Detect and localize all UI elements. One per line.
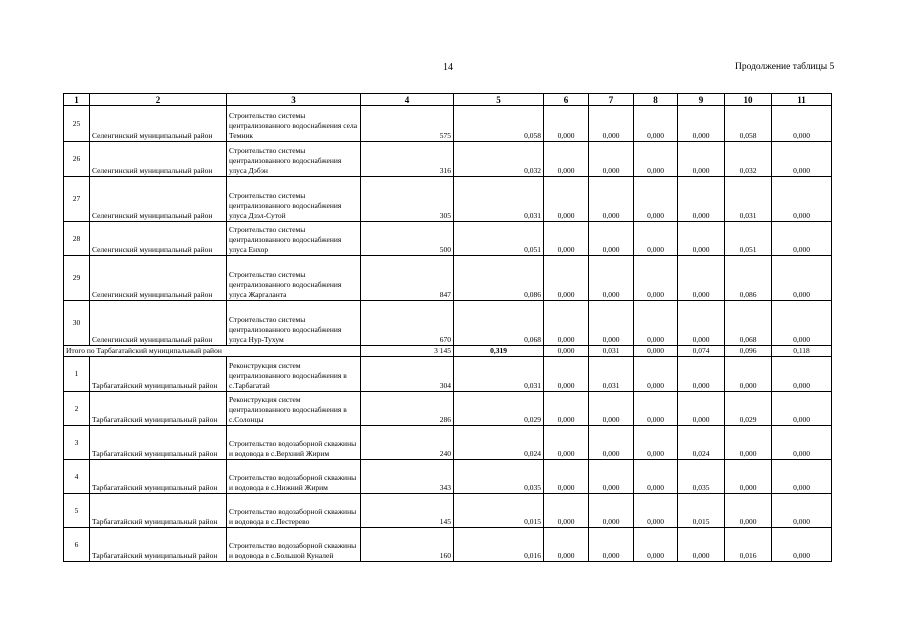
value-cell: 500 [361, 222, 454, 256]
project-cell: Строительство системы централизованного водоснабжения улуса Жаргаланта [227, 256, 361, 301]
district-cell: Тарбагатайский муниципальный район [90, 392, 227, 426]
total-value: 0,118 [772, 346, 832, 357]
value-cell: 0,000 [589, 494, 634, 528]
value-cell: 0,000 [725, 426, 772, 460]
value-cell: 0,051 [454, 222, 544, 256]
value-cell: 0,000 [544, 392, 589, 426]
value-cell: 0,016 [454, 528, 544, 562]
table-row [64, 528, 832, 562]
project-cell: Строительство системы централизованного водоснабжения села Темник [227, 106, 361, 142]
table-row [64, 301, 832, 346]
value-cell: 343 [361, 460, 454, 494]
value-cell: 316 [361, 142, 454, 177]
value-cell: 160 [361, 528, 454, 562]
value-cell: 0,031 [589, 357, 634, 392]
total-value: 0,000 [544, 346, 589, 357]
value-cell: 0,000 [589, 528, 634, 562]
value-cell: 0,051 [725, 222, 772, 256]
table-row [64, 392, 832, 426]
column-header: 7 [589, 94, 634, 106]
value-cell: 0,000 [544, 222, 589, 256]
value-cell: 0,000 [725, 460, 772, 494]
column-header: 8 [634, 94, 678, 106]
value-cell: 0,000 [772, 528, 832, 562]
value-cell: 847 [361, 256, 454, 301]
column-header: 9 [678, 94, 725, 106]
row-number: 6 [64, 528, 90, 562]
value-cell: 0,000 [678, 177, 725, 222]
column-header: 11 [772, 94, 832, 106]
value-cell: 0,000 [678, 528, 725, 562]
value-cell: 0,000 [634, 392, 678, 426]
value-cell: 0,000 [634, 142, 678, 177]
value-cell: 0,000 [589, 177, 634, 222]
value-cell: 0,016 [725, 528, 772, 562]
value-cell: 0,000 [634, 357, 678, 392]
value-cell: 0,000 [678, 392, 725, 426]
value-cell: 0,000 [772, 301, 832, 346]
value-cell: 0,000 [634, 528, 678, 562]
row-number: 1 [64, 357, 90, 392]
value-cell: 0,031 [725, 177, 772, 222]
row-number: 29 [64, 256, 90, 301]
district-cell: Селенгинский муниципальный район [90, 301, 227, 346]
project-cell: Строительство водозаборной скважины и водовода в с.Пестерево [227, 494, 361, 528]
project-cell: Строительство системы централизованного водоснабжения улуса Нур-Тухум [227, 301, 361, 346]
value-cell: 0,000 [772, 222, 832, 256]
project-cell: Строительство водозаборной скважины и водовода в с.Большой Куналей [227, 528, 361, 562]
total-value: 0,000 [634, 346, 678, 357]
value-cell: 0,000 [634, 426, 678, 460]
value-cell: 0,032 [725, 142, 772, 177]
project-cell: Строительство системы централизованного водоснабжения улуса Енхор [227, 222, 361, 256]
value-cell: 0,024 [678, 426, 725, 460]
value-cell: 0,000 [678, 357, 725, 392]
value-cell: 0,000 [678, 106, 725, 142]
row-number: 26 [64, 142, 90, 177]
value-cell: 670 [361, 301, 454, 346]
row-number: 3 [64, 426, 90, 460]
project-cell: Реконструкция систем централизованного водоснабжения в с.Тарбагатай [227, 357, 361, 392]
column-header: 5 [454, 94, 544, 106]
project-cell: Строительство водозаборной скважины и водовода в с.Нижний Жирим [227, 460, 361, 494]
value-cell: 575 [361, 106, 454, 142]
value-cell: 0,000 [634, 256, 678, 301]
project-cell: Строительство водозаборной скважины и водовода в с.Верхний Жирим [227, 426, 361, 460]
value-cell: 304 [361, 357, 454, 392]
table-row [64, 256, 832, 301]
district-cell: Тарбагатайский муниципальный район [90, 460, 227, 494]
value-cell: 286 [361, 392, 454, 426]
value-cell: 0,000 [678, 301, 725, 346]
value-cell: 0,000 [589, 426, 634, 460]
total-value: 0,031 [589, 346, 634, 357]
table-row [64, 142, 832, 177]
value-cell: 0,032 [454, 142, 544, 177]
value-cell: 0,024 [454, 426, 544, 460]
value-cell: 0,000 [634, 222, 678, 256]
table-row [64, 177, 832, 222]
value-cell: 0,000 [678, 222, 725, 256]
value-cell: 0,000 [544, 177, 589, 222]
value-cell: 0,000 [589, 392, 634, 426]
district-cell: Тарбагатайский муниципальный район [90, 357, 227, 392]
row-number: 27 [64, 177, 90, 222]
total-label: Итого по Тарбагатайский муниципальный район [64, 346, 361, 357]
value-cell: 0,000 [589, 460, 634, 494]
value-cell: 240 [361, 426, 454, 460]
column-header: 1 [64, 94, 90, 106]
project-cell: Строительство системы централизованного водоснабжения улуса Дзэл-Сутой [227, 177, 361, 222]
value-cell: 0,015 [454, 494, 544, 528]
value-cell: 0,000 [772, 357, 832, 392]
row-number: 28 [64, 222, 90, 256]
value-cell: 0,031 [454, 177, 544, 222]
value-cell: 0,000 [772, 142, 832, 177]
value-cell: 0,000 [544, 142, 589, 177]
table-row [64, 222, 832, 256]
value-cell: 0,000 [725, 357, 772, 392]
value-cell: 0,000 [589, 142, 634, 177]
row-number: 5 [64, 494, 90, 528]
district-cell: Тарбагатайский муниципальный район [90, 528, 227, 562]
value-cell: 0,086 [725, 256, 772, 301]
value-cell: 0,000 [772, 494, 832, 528]
row-number: 25 [64, 106, 90, 142]
value-cell: 0,086 [454, 256, 544, 301]
value-cell: 0,000 [544, 426, 589, 460]
district-cell: Селенгинский муниципальный район [90, 106, 227, 142]
value-cell: 0,000 [544, 460, 589, 494]
table-row [64, 357, 832, 392]
table-row [64, 460, 832, 494]
value-cell: 0,000 [544, 106, 589, 142]
value-cell: 0,000 [772, 392, 832, 426]
value-cell: 0,031 [454, 357, 544, 392]
value-cell: 0,000 [678, 142, 725, 177]
table-row [64, 426, 832, 460]
value-cell: 0,000 [589, 106, 634, 142]
header-row [64, 94, 832, 106]
row-number: 30 [64, 301, 90, 346]
value-cell: 0,000 [589, 256, 634, 301]
value-cell: 0,000 [634, 106, 678, 142]
value-cell: 0,000 [544, 494, 589, 528]
value-cell: 0,058 [454, 106, 544, 142]
value-cell: 0,058 [725, 106, 772, 142]
value-cell: 0,068 [725, 301, 772, 346]
value-cell: 0,035 [454, 460, 544, 494]
value-cell: 0,000 [772, 426, 832, 460]
value-cell: 0,000 [634, 460, 678, 494]
column-header: 6 [544, 94, 589, 106]
value-cell: 0,000 [772, 106, 832, 142]
value-cell: 0,000 [634, 177, 678, 222]
column-header: 3 [227, 94, 361, 106]
district-cell: Тарбагатайский муниципальный район [90, 426, 227, 460]
total-value: 0,319 [454, 346, 544, 357]
total-row [64, 346, 832, 357]
column-header: 10 [725, 94, 772, 106]
district-cell: Тарбагатайский муниципальный район [90, 494, 227, 528]
district-cell: Селенгинский муниципальный район [90, 222, 227, 256]
district-cell: Селенгинский муниципальный район [90, 142, 227, 177]
value-cell: 0,000 [544, 256, 589, 301]
data-table [63, 93, 832, 562]
project-cell: Реконструкция систем централизованного водоснабжения в с.Солонцы [227, 392, 361, 426]
value-cell: 0,035 [678, 460, 725, 494]
value-cell: 145 [361, 494, 454, 528]
value-cell: 0,000 [544, 528, 589, 562]
column-header: 2 [90, 94, 227, 106]
value-cell: 0,000 [772, 256, 832, 301]
district-cell: Селенгинский муниципальный район [90, 177, 227, 222]
total-value: 3 145 [361, 346, 454, 357]
value-cell: 305 [361, 177, 454, 222]
value-cell: 0,000 [772, 177, 832, 222]
value-cell: 0,000 [544, 301, 589, 346]
total-value: 0,074 [678, 346, 725, 357]
value-cell: 0,000 [634, 301, 678, 346]
row-number: 4 [64, 460, 90, 494]
table-row [64, 494, 832, 528]
value-cell: 0,000 [634, 494, 678, 528]
value-cell: 0,000 [725, 494, 772, 528]
district-cell: Селенгинский муниципальный район [90, 256, 227, 301]
table-row [64, 106, 832, 142]
total-value: 0,096 [725, 346, 772, 357]
value-cell: 0,000 [589, 222, 634, 256]
value-cell: 0,015 [678, 494, 725, 528]
value-cell: 0,068 [454, 301, 544, 346]
table-continuation-label: Продолжение таблицы 5 [735, 62, 835, 72]
value-cell: 0,029 [725, 392, 772, 426]
value-cell: 0,000 [589, 301, 634, 346]
column-header: 4 [361, 94, 454, 106]
value-cell: 0,029 [454, 392, 544, 426]
value-cell: 0,000 [544, 357, 589, 392]
value-cell: 0,000 [772, 460, 832, 494]
page-number: 14 [443, 62, 453, 73]
project-cell: Строительство системы централизованного водоснабжения улуса Дэбэн [227, 142, 361, 177]
value-cell: 0,000 [678, 256, 725, 301]
row-number: 2 [64, 392, 90, 426]
